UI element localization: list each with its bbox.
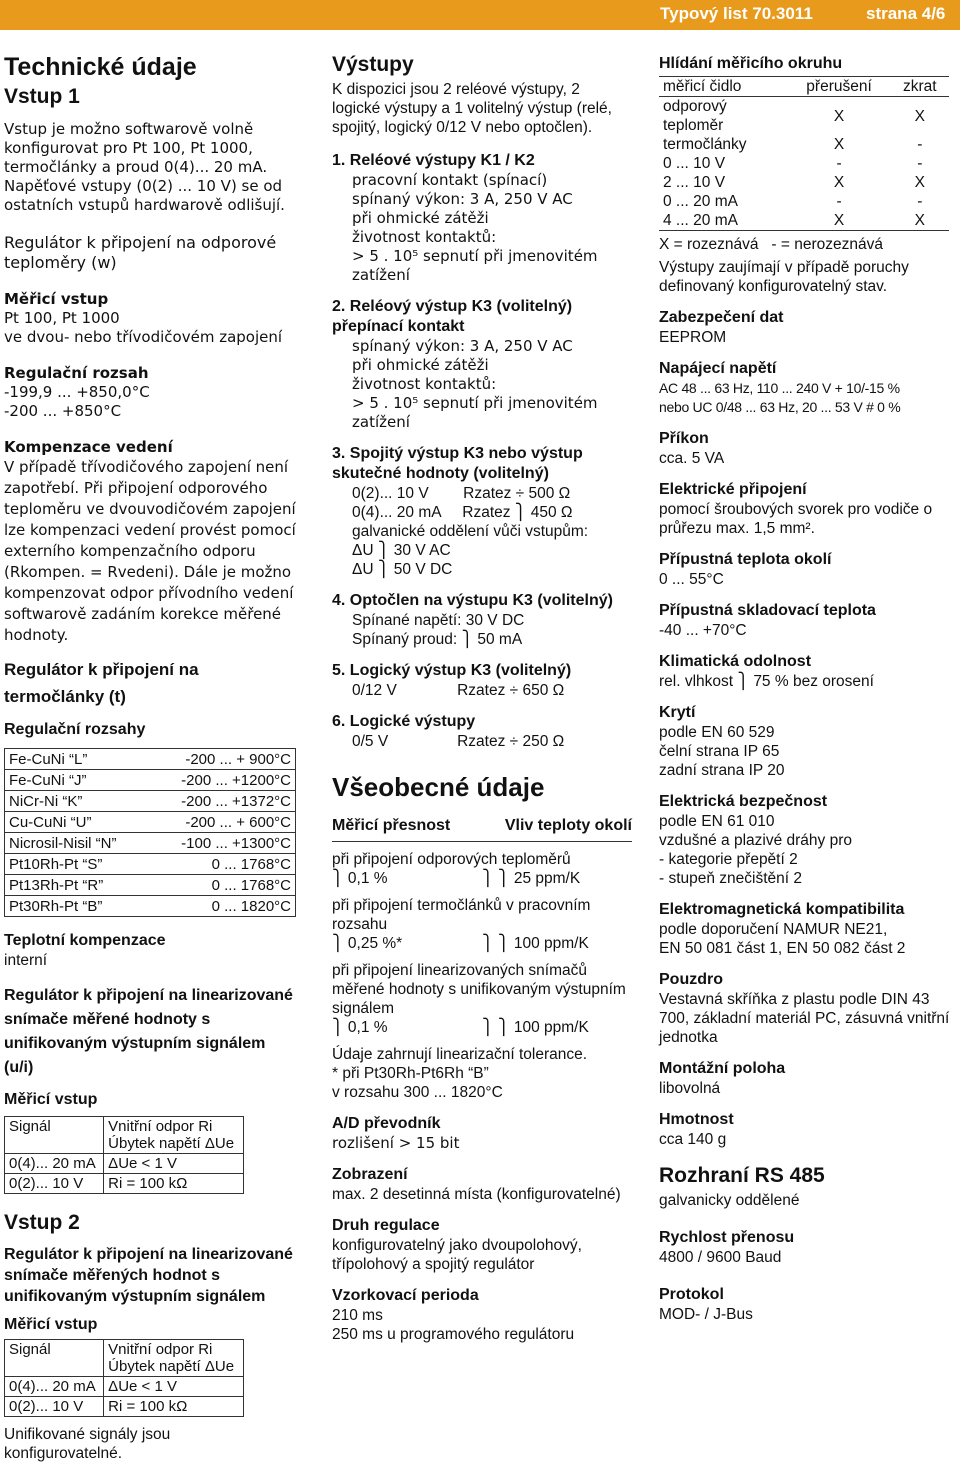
ambient-influence-heading: Vliv teploty okolí [504,817,632,834]
output2-text: spínaný výkon: 3 A, 250 V AC při ohmické zátěži životnost kontaktů: > 5 . 10⁵ sepnutí při jmenovitém zatížení [352,337,598,431]
doc-id: Typový list 70.3011 [660,4,813,23]
table-row [5,875,296,896]
ad-text: rozlišení > 15 bit [332,1134,460,1152]
page-title: Technické údaje [4,53,197,81]
column-left [4,40,299,1463]
monitoring-legend: X = rozeznává - = nerozeznává [659,236,884,253]
case-text: Vestavná skříňka z plastu podle DIN 43 700, základní materiál PC, zásuvná vnitřní jednotka [659,991,950,1046]
table-cell: X [833,107,845,125]
table-cell: NiCr-Ni “K” [5,791,149,812]
general-heading: Všeobecné údaje [332,772,545,802]
input1-heading: Vstup 1 [4,85,80,108]
table-cell: -200 ... +1372°C [149,791,296,812]
tcomp-text: interní [4,952,48,969]
consumption-text: cca. 5 VA [659,450,725,467]
output5-text: 0/12 V Rzatez ÷ 650 Ω [352,682,565,699]
case-heading: Pouzdro [659,971,723,988]
table-row [5,1340,244,1377]
table-row [5,1377,244,1397]
table-row [5,791,296,812]
column-right [659,40,954,1324]
table-cell: Signál [5,1117,104,1154]
table-cell: Fe-CuNi “J” [5,770,149,791]
header-bar [0,0,960,30]
protection-text: podle EN 60 529 čelní strana IP 65 zadní strana IP 20 [659,724,785,779]
input1-intro: Vstup je možno softwarově volně konfigurovat pro Pt 100, Pt 1000, termočlánky a proud 0(4)... 20 mA. Napěťové vstupy (0(2) ... 10 V) se od ostatních vstupů hardwarově odlišují. [4,120,285,214]
power-text: AC 48 ... 63 Hz, 110 ... 240 V + 10/-15 % nebo UC 0/48 ... 63 Hz, 20 ... 53 V # 0 % [659,380,901,415]
table-cell: Fe-CuNi “L” [5,749,149,770]
table-cell: Pt13Rh-Pt “R” [5,875,149,896]
rtd-heading: Regulátor k připojení na odporové teploměry (w) [4,233,277,272]
table-cell: X [833,136,845,153]
emc-heading: Elektromagnetická kompatibilita [659,901,905,918]
table-cell: 0(4)... 20 mA [5,1377,104,1397]
interface-text: galvanicky oddělené [659,1192,800,1209]
table-cell: X [914,107,925,125]
table-cell: - [917,155,923,172]
table-cell: Signál [5,1340,104,1377]
table-cell: 4 ... 20 mA [663,212,738,229]
table-row [5,749,296,770]
tcomp-heading: Teplotní kompenzace [4,932,166,949]
weight-heading: Hmotnost [659,1111,734,1128]
output4-text: Spínané napětí: 30 V DC Spínaný proud: ⎫ 50 mA [352,612,525,648]
table-cell: 0 ... 10 V [663,155,726,172]
lin2-input-heading: Měřicí vstup [4,1316,98,1333]
table-cell: 0(2)... 10 V [5,1174,104,1194]
output3-text: 0(2)... 10 V Rzatez ÷ 500 Ω 0(4)... 20 mA Rzatez ⎫ 450 Ω galvanické oddělení vůči vstupům: ΔU ⎫ 30 V AC ΔU ⎫ 50 V DC [352,485,589,578]
output3-heading: 3. Spojitý výstup K3 nebo výstup skutečné hodnoty (volitelný) [332,445,583,482]
table-cell: - [917,136,923,153]
tc-ranges-heading: Regulační rozsahy [4,721,146,738]
table-cell: odporový teploměr [663,98,727,134]
lin-input-heading: Měřicí vstup [4,1091,98,1108]
table-cell: -200 ... + 900°C [149,749,296,770]
emc-text: podle doporučení NAMUR NE21, EN 50 081 část 1, EN 50 082 část 2 [659,921,906,957]
baud-heading: Rychlost přenosu [659,1229,795,1246]
accuracy-rtd-values: ⎫ 0,1 % ⎫ ⎫ 25 ppm/K [332,870,581,887]
monitoring-text: Výstupy zaujímají v případě poruchy definovaný konfigurovatelný stav. [659,259,909,295]
signal-table-2 [4,1339,244,1417]
lin-heading: Regulátor k připojení na linearizované snímače měřené hodnoty s unifikovaným výstupním signálem (u/i) [4,987,293,1076]
table-row [5,770,296,791]
table-row [5,1117,244,1154]
signal-table-1 [4,1116,244,1194]
table-cell: ΔUe < 1 V [104,1154,244,1174]
unified-signals-text: Unifikované signály jsou konfigurovatelné. [4,1426,171,1462]
table-cell: 0 ... 20 mA [663,193,738,210]
output1-text: pracovní kontakt (spínací) spínaný výkon: 3 A, 250 V AC při ohmické zátěži životnost kontaktů: > 5 . 10⁵ sepnutí při jmenovitém zatížení [352,171,598,284]
rtd-range-heading: Regulační rozsah [4,364,149,382]
accuracy-note: Údaje zahrnují linearizační tolerance. * při Pt30Rh-Pt6Rh “B” v rozsahu 300 ... 1820°C [332,1046,588,1101]
table-row [5,854,296,875]
table-cell: Cu-CuNi “U” [5,812,149,833]
table-row [5,1154,244,1174]
table-cell: Nicrosil-Nisil “N” [5,833,149,854]
control-type-text: konfigurovatelný jako dvoupolohový, třípolohový a spojitý regulátor [332,1237,582,1273]
connection-heading: Elektrické připojení [659,481,807,498]
table-row [659,135,949,154]
table-cell: X [914,212,925,229]
weight-text: cca 140 g [659,1131,727,1148]
output2-heading: 2. Reléový výstup K3 (volitelný) přepínací kontakt [332,298,573,335]
table-row [5,896,296,917]
table-cell: zkrat [891,77,949,97]
connection-text: pomocí šroubových svorek pro vodiče o průřezu max. 1,5 mm². [659,501,933,537]
consumption-heading: Příkon [659,430,709,447]
interface-heading: Rozhraní RS 485 [659,1164,825,1187]
output5-heading: 5. Logický výstup K3 (volitelný) [332,662,572,679]
table-cell: -100 ... +1300°C [149,833,296,854]
table-cell: -200 ... + 600°C [149,812,296,833]
table-cell: Pt10Rh-Pt “S” [5,854,149,875]
table-cell: - [917,193,923,210]
table-row [5,1397,244,1417]
table-row [5,833,296,854]
table-cell: Ri = 100 kΩ [104,1397,244,1417]
table-cell: 0(4)... 20 mA [5,1154,104,1174]
lin2-heading: Regulátor k připojení na linearizované snímače měřených hodnot s unifikovaným výstupním signálem [4,1246,293,1305]
climate-heading: Klimatická odolnost [659,653,812,670]
table-cell: 0 ... 1820°C [149,896,296,917]
table-cell: Pt30Rh-Pt “B” [5,896,149,917]
table-row [659,211,949,231]
page-number: strana 4/6 [866,4,946,23]
table-cell: Vnitřní odpor Ri Úbytek napětí ΔUe [104,1340,244,1377]
monitoring-heading: Hlídání měřicího okruhu [659,55,843,72]
sampling-heading: Vzorkovací perioda [332,1287,479,1304]
accuracy-heading: Měřicí přesnost [332,817,451,834]
memory-text: EEPROM [659,329,727,346]
tc-table [4,748,296,917]
power-heading: Napájecí napětí [659,360,777,377]
protection-heading: Krytí [659,704,696,721]
rtd-input-heading: Měřicí vstup [4,290,109,308]
accuracy-lin-values: ⎫ 0,1 % ⎫ ⎫ 100 ppm/K [332,1019,589,1036]
table-row [5,1174,244,1194]
table-cell: 2 ... 10 V [663,174,726,191]
protocol-heading: Protokol [659,1286,724,1303]
output6-text: 0/5 V Rzatez ÷ 250 Ω [352,733,565,750]
output6-heading: 6. Logické výstupy [332,713,476,730]
memory-heading: Zabezpečení dat [659,309,784,326]
storage-temp-heading: Přípustná skladovací teplota [659,602,876,619]
output1-heading: 1. Reléové výstupy K1 / K2 [332,152,535,169]
table-cell: X [833,212,845,229]
comp-text: V případě třívodičového zapojení není zapotřebí. Při připojení odporového teploměru ve dvouvodičovém zapojení lze kompenzaci vedení provést pomocí externího kompenzačního odporu (Rkompen. = Rvedeni). Dále je možno kompenzovat odpor přívodního vedení softwarově zadáním korekce měřené hodnoty. [4,458,296,644]
mounting-text: libovolná [659,1080,721,1097]
table-cell: 0 ... 1768°C [149,875,296,896]
safety-text: podle EN 61 010 vzdušné a plazivé dráhy pro - kategorie přepětí 2 - stupeň znečištění 2 [659,813,853,887]
display-heading: Zobrazení [332,1166,408,1183]
comp-heading: Kompenzace vedení [4,438,173,456]
table-cell: Ri = 100 kΩ [104,1174,244,1194]
monitoring-table [659,76,949,231]
table-cell: - [836,155,842,172]
climate-text: rel. vlhkost ⎫ 75 % bez orosení [659,673,874,690]
column-middle [332,40,632,1344]
table-row [659,192,949,211]
baud-text: 4800 / 9600 Baud [659,1249,782,1266]
outputs-text: K dispozici jsou 2 reléové výstupy, 2 logické výstupy a 1 volitelný výstup (relé, spojitý, logický 0/12 V nebo optočlen). [332,81,612,136]
table-row [659,173,949,192]
safety-heading: Elektrická bezpečnost [659,793,828,810]
control-type-heading: Druh regulace [332,1217,440,1234]
storage-temp-text: -40 ... +70°C [659,622,747,639]
ambient-temp-text: 0 ... 55°C [659,571,724,588]
table-cell: X [914,174,925,191]
outputs-heading: Výstupy [332,53,414,76]
accuracy-tc-values: ⎫ 0,25 %* ⎫ ⎫ 100 ppm/K [332,935,589,952]
rtd-range-text: -199,9 ... +850,0°C -200 ... +850°C [4,383,150,420]
display-text: max. 2 desetinná místa (konfigurovatelné) [332,1186,621,1203]
table-cell: přerušení [787,77,890,97]
table-row [5,812,296,833]
rtd-input-text: Pt 100, Pt 1000 ve dvou- nebo třívodičovém zapojení [4,309,283,346]
table-cell: -200 ... +1200°C [149,770,296,791]
table-cell: - [836,193,842,210]
table-row [659,97,949,136]
table-cell: termočlánky [663,136,747,153]
accuracy-rtd-text: při připojení odporových teploměrů [332,851,571,868]
accuracy-lin-text: při připojení linearizovaných snímačů měřené hodnoty s unifikovaným výstupním signálem [332,962,626,1017]
table-row [659,77,949,97]
table-row [659,154,949,173]
output4-heading: 4. Optočlen na výstupu K3 (volitelný) [332,592,613,609]
table-cell: 0(2)... 10 V [5,1397,104,1417]
input2-heading: Vstup 2 [4,1211,80,1234]
table-cell: Vnitřní odpor Ri Úbytek napětí ΔUe [104,1117,244,1154]
table-cell: 0 ... 1768°C [149,854,296,875]
protocol-text: MOD- / J-Bus [659,1306,753,1323]
table-cell: X [833,174,845,191]
table-cell: ΔUe < 1 V [104,1377,244,1397]
accuracy-tc-text: při připojení termočlánků v pracovním rozsahu [332,897,591,933]
ambient-temp-heading: Přípustná teplota okolí [659,551,832,568]
table-cell: měřicí čidlo [659,77,787,97]
sampling-text: 210 ms 250 ms u programového regulátoru [332,1307,575,1343]
tc-heading: Regulátor k připojení na termočlánky (t) [4,660,199,706]
mounting-heading: Montážní poloha [659,1060,786,1077]
ad-heading: A/D převodník [332,1115,441,1132]
accuracy-header [332,817,632,842]
